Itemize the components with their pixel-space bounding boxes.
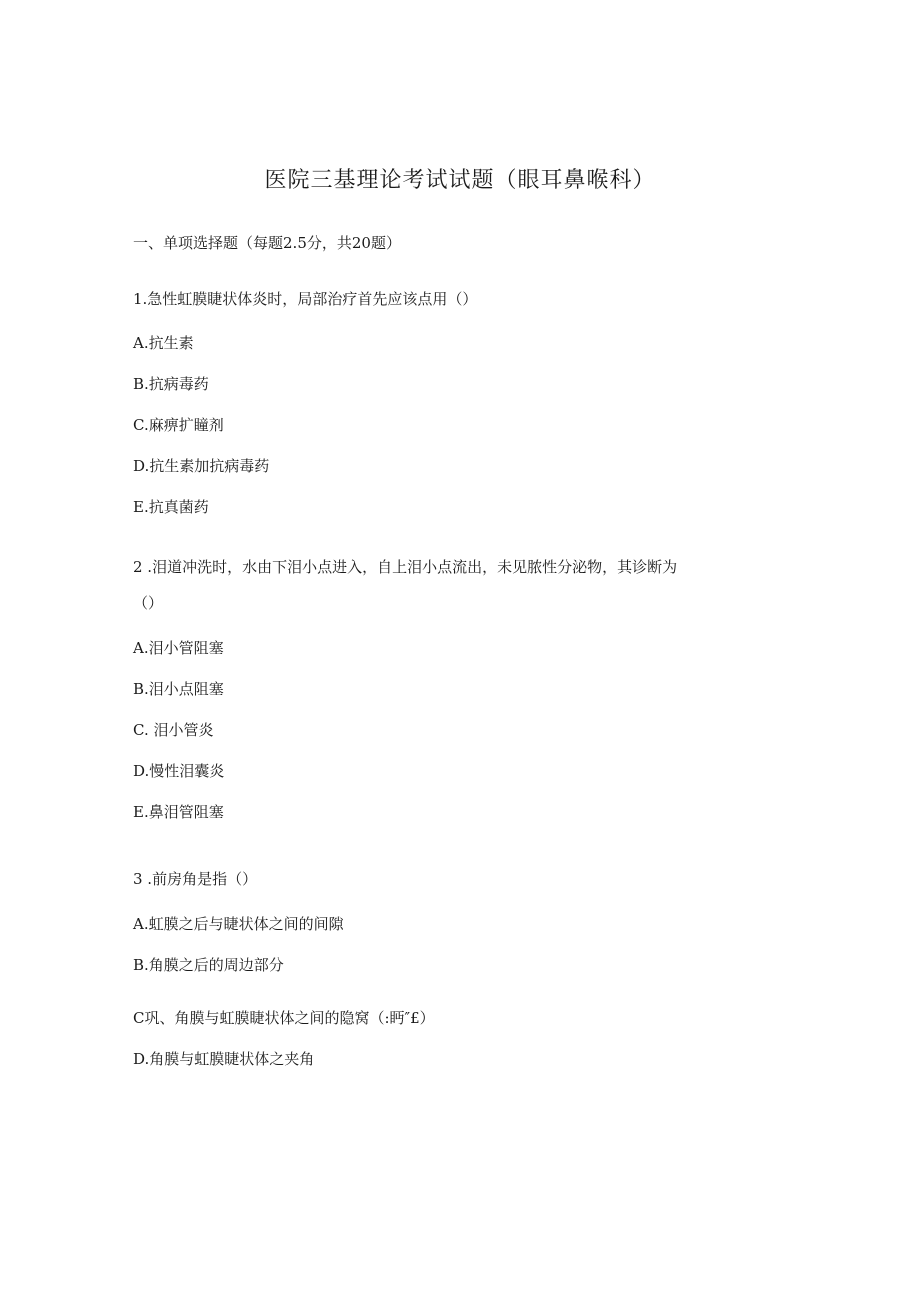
question-1-option-c: C.麻痹扩瞳剂 — [133, 416, 224, 434]
question-2-option-b: B.泪小点阻塞 — [133, 680, 224, 698]
question-2-option-c: C. 泪小管炎 — [133, 721, 214, 739]
question-1-option-e: E.抗真菌药 — [133, 498, 209, 516]
question-1-option-b: B.抗病毒药 — [133, 375, 209, 393]
question-2-option-e: E.鼻泪管阻塞 — [133, 803, 224, 821]
question-1-option-a: A.抗生素 — [133, 334, 194, 352]
question-1-option-d: D.抗生素加抗病毒药 — [133, 457, 270, 475]
question-2-stem: 2 .泪道冲洗时，水由下泪小点进入，自上泪小点流出，未见脓性分泌物，其诊断为 — [133, 558, 678, 576]
document-title: 医院三基理论考试试题（眼耳鼻喉科） — [264, 168, 656, 193]
question-2-option-a: A.泪小管阻塞 — [133, 639, 224, 657]
question-3-option-b: B.角膜之后的周边部分 — [133, 956, 284, 974]
question-1-stem: 1.急性虹膜睫状体炎时，局部治疗首先应该点用（） — [133, 290, 478, 308]
question-2-option-d: D.慢性泪囊炎 — [133, 762, 225, 780]
question-3-option-a: A.虹膜之后与睫状体之间的间隙 — [133, 915, 344, 933]
question-3-option-d: D.角膜与虹膜睫状体之夹角 — [133, 1050, 315, 1068]
question-3-stem: 3 .前房角是指（） — [133, 870, 258, 888]
section-heading: 一、单项选择题（每题2.5分，共20题） — [133, 234, 401, 252]
question-2-stem-continuation: （） — [133, 594, 164, 612]
question-3-option-c: C巩、角膜与虹膜睫状体之间的隐窝（:眄″£） — [133, 1009, 435, 1027]
